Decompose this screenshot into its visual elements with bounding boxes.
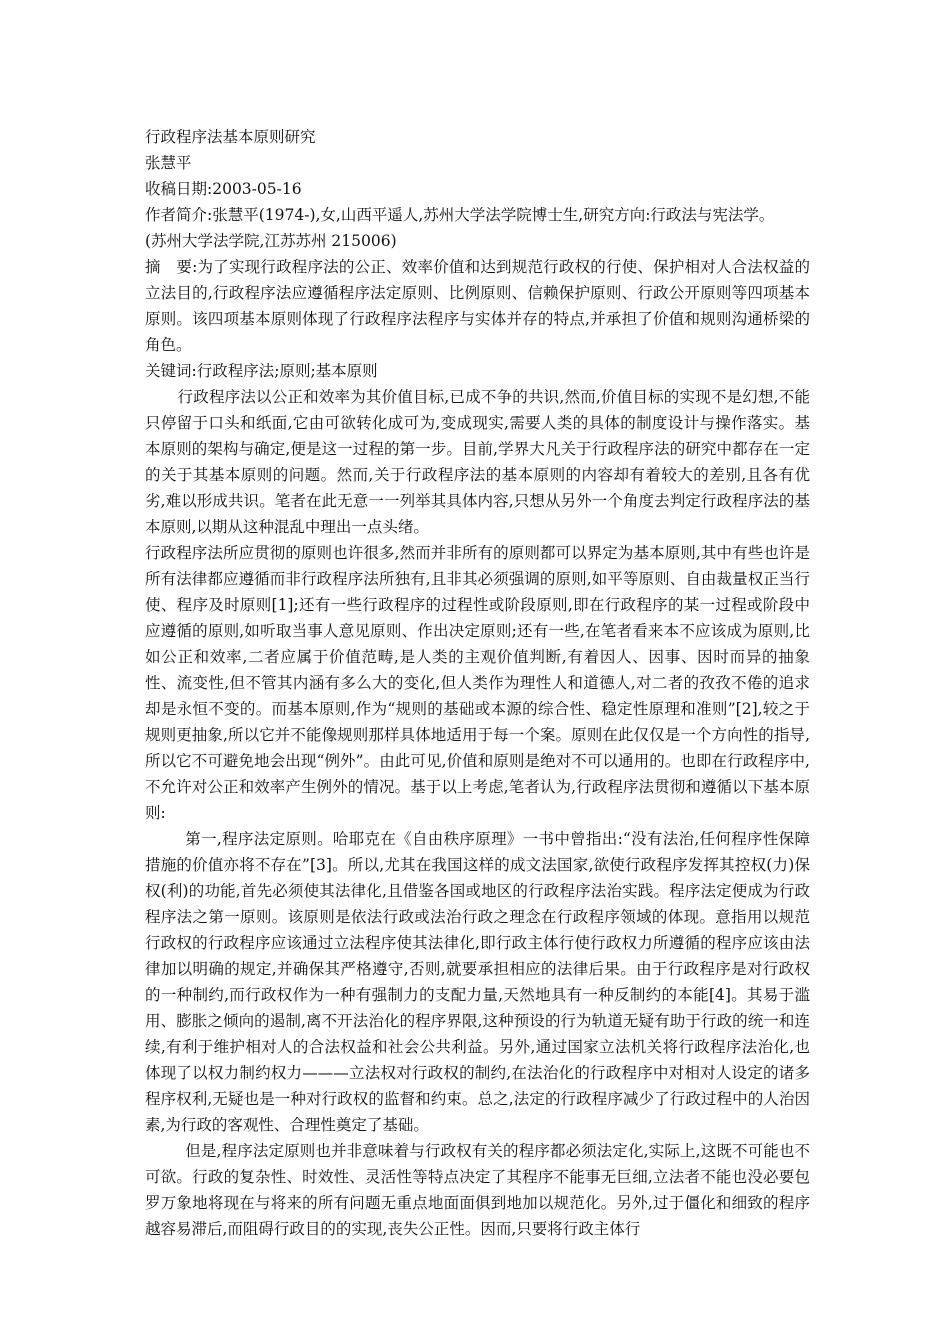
document-page bbox=[145, 124, 810, 1242]
document-title: 行政程序法基本原则研究 bbox=[145, 128, 316, 146]
author-bio: 作者简介:张慧平(1974-),女,山西平遥人,苏州大学法学院博士生,研究方向:行政法与宪法学。 bbox=[145, 206, 775, 224]
author-name: 张慧平 bbox=[145, 154, 192, 172]
keywords: 关键词:行政程序法;原则;基本原则 bbox=[145, 362, 378, 380]
author-affiliation: (苏州大学法学院,江苏苏州 215006) bbox=[145, 232, 397, 250]
body-paragraph-1: 行政程序法以公正和效率为其价值目标,已成不争的共识,然而,价值目标的实现不是幻想,不能只停留于口头和纸面,它由可欲转化成可为,变成现实,需要人类的具体的制度设计与操作落实。基本原则的架构与确定,便是这一过程的第一步。目前,学界大凡关于行政程序法的研究中都存在一定的关于其基本原则的问题。然而,关于行政程序法的基本原则的内容却有着较大的差别,且各有优劣,难以形成共识。笔者在此无意一一列举其具体内容,只想从另外一个角度去判定行政程序法的基本原则,以期从这种混乱中理出一点头绪。 bbox=[145, 388, 810, 536]
received-date: 收稿日期:2003-05-16 bbox=[145, 180, 302, 198]
body-paragraph-3: 第一,程序法定原则。哈耶克在《自由秩序原理》一书中曾指出:“没有法治,任何程序性保障措施的价值亦将不存在”[3]。所以,尤其在我国这样的成文法国家,欲使行政程序发挥其控权(力)保权(利)的功能,首先必须使其法律化,且借鉴各国或地区的行政程序法治实践。程序法定便成为行政程序法之第一原则。该原则是依法行政或法治行政之理念在行政程序领域的体现。意指用以规范行政权的行政程序应该通过立法程序使其法律化,即行政主体行使行政权力所遵循的程序应该由法律加以明确的规定,并确保其严格遵守,否则,就要承担相应的法律后果。由于行政程序是对行政权的一种制约,而行政权作为一种有强制力的支配力量,天然地具有一种反制约的本能[4]。其易于滥用、膨胀之倾向的遏制,离不开法治化的程序界限,这种预设的行为轨道无疑有助于行政的统一和连续,有利于维护相对人的合法权益和社会公共利益。另外,通过国家立法机关将行政程序法治化,也体现了以权力制约权力———立法权对行政权的制约,在法治化的行政程序中对相对人设定的诸多程序权利,无疑也是一种对行政权的监督和约束。总之,法定的行政程序减少了行政过程中的人治因素,为行政的客观性、合理性奠定了基础。 bbox=[145, 830, 810, 1134]
body-paragraph-4: 但是,程序法定原则也并非意味着与行政权有关的程序都必须法定化,实际上,这既不可能也不可欲。行政的复杂性、时效性、灵活性等特点决定了其程序不能事无巨细,立法者不能也没必要包罗万象地将现在与将来的所有问题无重点地面面俱到地加以规范化。另外,过于僵化和细致的程序越容易滞后,而阻碍行政目的的实现,丧失公正性。因而,只要将行政主体行 bbox=[145, 1142, 810, 1238]
body-paragraph-2: 行政程序法所应贯彻的原则也许很多,然而并非所有的原则都可以界定为基本原则,其中有些也许是所有法律都应遵循而非行政程序法所独有,且非其必须强调的原则,如平等原则、自由裁量权正当行使、程序及时原则[1];还有一些行政程序的过程性或阶段原则,即在行政程序的某一过程或阶段中应遵循的原则,如听取当事人意见原则、作出决定原则;还有一些,在笔者看来本不应该成为原则,比如公正和效率,二者应属于价值范畴,是人类的主观价值判断,有着因人、因事、因时而异的抽象性、流变性,但不管其内涵有多么大的变化,但人类作为理性人和道德人,对二者的孜孜不倦的追求却是永恒不变的。而基本原则,作为“规则的基础或本源的综合性、稳定性原理和准则”[2],较之于规则更抽象,所以它并不能像规则那样具体地适用于每一个案。原则在此仅仅是一个方向性的指导,所以它不可避免地会出现“例外”。由此可见,价值和原则是绝对不可以通用的。也即在行政程序中,不允许对公正和效率产生例外的情况。基于以上考虑,笔者认为,行政程序法贯彻和遵循以下基本原则: bbox=[145, 544, 810, 822]
abstract: 摘 要:为了实现行政程序法的公正、效率价值和达到规范行政权的行使、保护相对人合法权益的立法目的,行政程序法应遵循程序法定原则、比例原则、信赖保护原则、行政公开原则等四项基本原则。该四项基本原则体现了行政程序法程序与实体并存的特点,并承担了价值和规则沟通桥梁的角色。 bbox=[145, 258, 810, 354]
